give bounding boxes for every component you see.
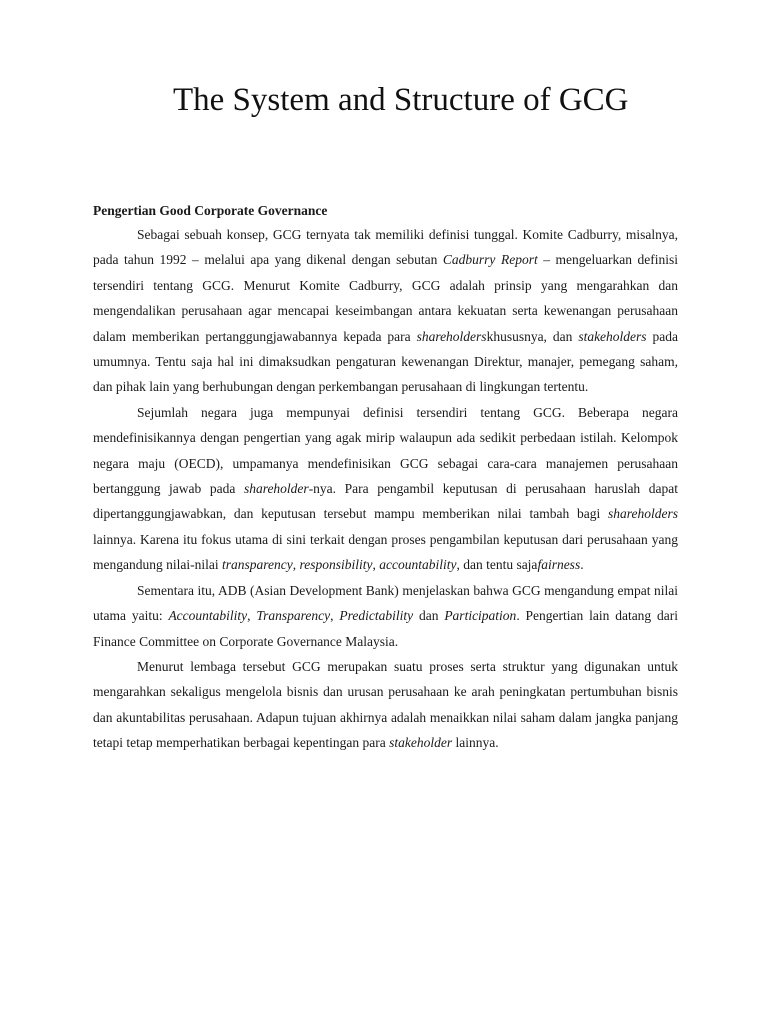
italic-term: shareholders <box>416 328 487 344</box>
text-run: Sementara itu, ADB (Asian Development Bank) menjelaskan bahwa GCG mengandung empat nilai utama yaitu: <box>93 582 678 624</box>
document-body <box>93 222 678 756</box>
text-run: dan <box>413 608 445 624</box>
italic-term: shareholders <box>608 506 678 522</box>
italic-term: transparency <box>221 557 293 573</box>
text-run: , dan tentu saja <box>456 557 538 573</box>
paragraph-3 <box>93 578 678 654</box>
text-run: Sejumlah negara juga mempunyai definisi tersendiri tentang GCG. Beberapa negara mendefinisikannya dengan pengertian yang agak mirip walaupun ada sedikit perbedaan istilah. Kelompok negara maju (OECD), umpamanya mendefinisikan GCG sebagai cara-cara manajemen perusahaan bertanggung jawab pada <box>93 404 678 497</box>
paragraph-1 <box>93 222 678 400</box>
section-heading: Pengertian Good Corporate Governance <box>93 203 328 218</box>
italic-term: fairness <box>537 557 581 573</box>
text-run: . <box>580 557 584 573</box>
text-run: , <box>372 557 380 573</box>
italic-term: responsibility <box>299 557 373 573</box>
text-run: , <box>292 557 300 573</box>
text-run: Sebagai sebuah konsep, GCG ternyata tak memiliki definisi tunggal. Komite Cadburry, misalnya, pada tahun 1992 – melalui apa yang dikenal dengan sebutan <box>93 227 678 268</box>
italic-term: Predictability <box>339 608 414 624</box>
italic-term: Transparency <box>256 608 331 624</box>
italic-term: Cadburry Report <box>442 252 538 268</box>
italic-term: Accountability <box>168 608 248 624</box>
paragraph-2 <box>93 400 678 578</box>
text-run: lainnya. <box>452 735 499 751</box>
page-title: The System and Structure of GCG <box>173 82 629 118</box>
text-run: khususnya, dan <box>486 328 579 344</box>
text-run: lainnya. Karena itu fokus utama di sini terkait dengan proses pengambilan keputusan dari perusahaan yang mengandung nilai-nilai <box>93 531 678 573</box>
text-run: , <box>330 608 340 624</box>
text-run: pada umumnya. Tentu saja hal ini dimaksudkan pengaturan kewenangan Direktur, manajer, pemegang saham, dan pihak lain yang berhubungan dengan perkembangan perusahaan di lingkungan tertentu. <box>93 328 678 395</box>
text-run: -nya. Para pengambil keputusan di perusahaan haruslah dapat dipertanggungjawabkan, dan keputusan tersebut mampu memberikan nilai tambah bagi <box>93 481 678 522</box>
italic-term: Participation <box>444 608 517 624</box>
text-run: . Pengertian lain datang dari Finance Committee on Corporate Governance Malaysia. <box>93 608 679 649</box>
paragraph-4 <box>93 654 678 756</box>
italic-term: shareholder <box>243 481 309 497</box>
text-run: – mengeluarkan definisi tersendiri tentang GCG. Menurut Komite Cadburry, GCG adalah prinsip yang mengarahkan dan mengendalikan perusahaan agar mencapai keseimbangan antara kekuatan serta kewenangan perusahaan dalam memberikan pertanggungjawabannya kepada para <box>93 252 678 344</box>
italic-term: stakeholder <box>389 735 453 751</box>
italic-term: accountability <box>379 557 457 573</box>
text-run: Menurut lembaga tersebut GCG merupakan suatu proses serta struktur yang digunakan untuk mengarahkan sekaligus mengelola bisnis dan urusan perusahaan ke arah peningkatan pertumbuhan bisnis dan akuntabilitas perusahaan. Adapun tujuan akhirnya adalah menaikkan nilai saham dalam jangka panjang tetapi tetap memperhatikan berbagai kepentingan para <box>93 658 678 751</box>
text-run: , <box>247 608 257 624</box>
italic-term: stakeholders <box>578 328 647 344</box>
